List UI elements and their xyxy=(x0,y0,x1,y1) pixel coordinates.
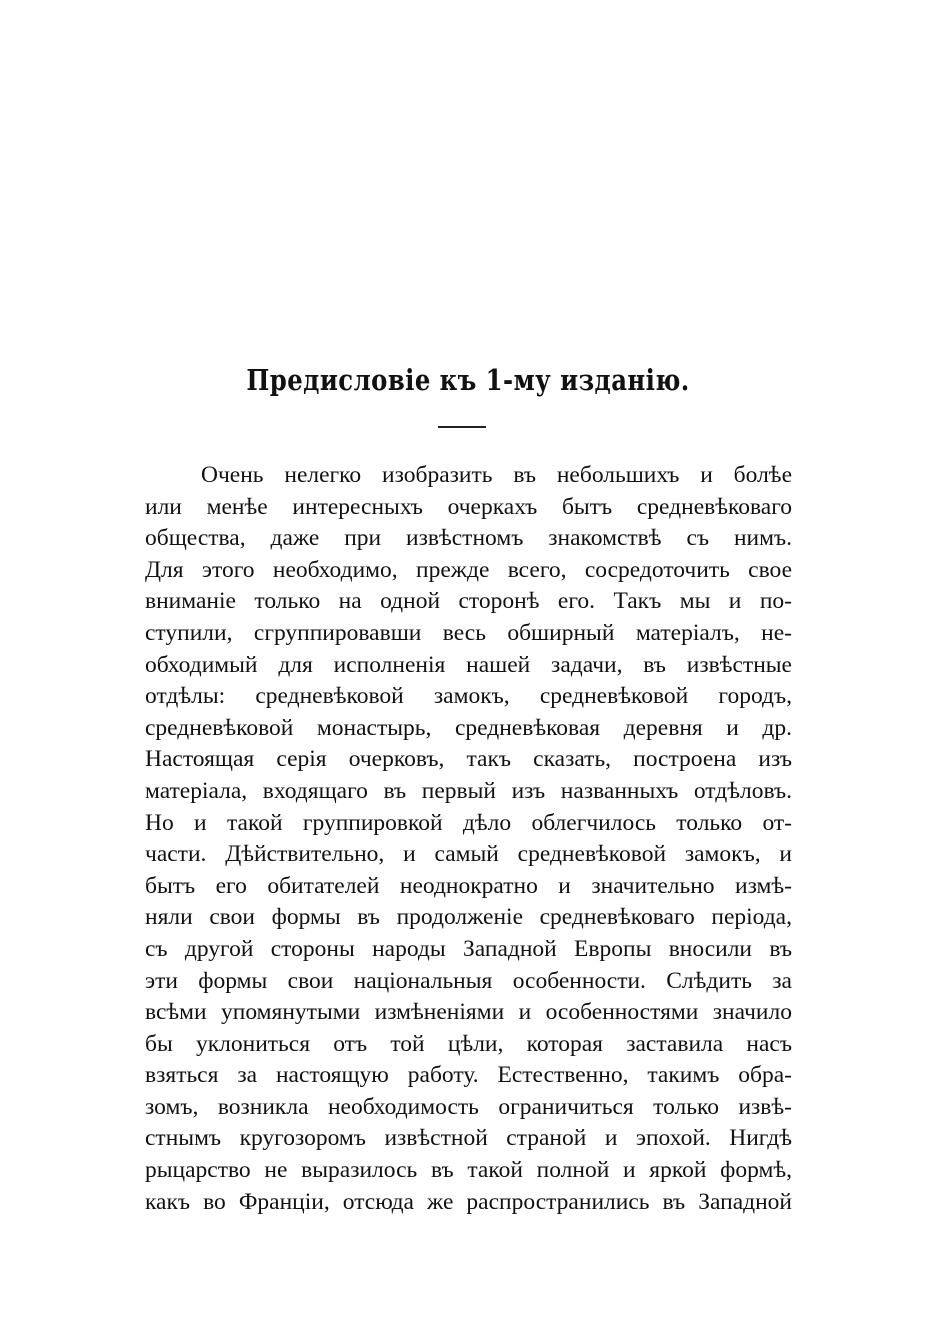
text-line: рыцарство не выразилось въ такой полной и яркой формѣ, xyxy=(145,1157,792,1184)
text-line: обходимый для исполненія нашей задачи, въ извѣстные xyxy=(145,651,792,678)
text-line: общества, даже при извѣстномъ знакомствѣ съ нимъ. xyxy=(145,525,792,552)
preface-paragraph xyxy=(145,460,792,1218)
text-line: зомъ, возникла необходимость ограничиться только извѣ- xyxy=(145,1093,792,1120)
text-line: средневѣковой монастырь, средневѣковая деревня и др. xyxy=(145,714,792,741)
text-line: Для этого необходимо, прежде всего, сосредоточить свое xyxy=(145,556,792,583)
title-divider xyxy=(438,426,486,428)
text-line: всѣми упомянутыми измѣненіями и особенностями значило xyxy=(145,999,792,1026)
text-line: Настоящая серія очерковъ, такъ сказать, построена изъ xyxy=(145,746,792,773)
text-line: съ другой стороны народы Западной Европы вносили въ xyxy=(145,935,792,962)
text-line: няли свои формы въ продолженіе средневѣковаго періода, xyxy=(145,904,792,931)
text-line: матеріала, входящаго въ первый изъ названныхъ отдѣловъ. xyxy=(145,777,792,804)
text-line: бытъ его обитателей неоднократно и значительно измѣ- xyxy=(145,872,792,899)
text-line: стнымъ кругозоромъ извѣстной страной и эпохой. Нигдѣ xyxy=(145,1125,792,1152)
text-line: отдѣлы: средневѣковой замокъ, средневѣковой городъ, xyxy=(145,683,792,710)
text-line: Но и такой группировкой дѣло облегчилось только от- xyxy=(145,809,792,836)
text-line: взяться за настоящую работу. Естественно, такимъ обра- xyxy=(145,1062,792,1089)
text-line: Очень нелегко изобразить въ небольшихъ и болѣе xyxy=(201,462,792,488)
text-line: или менѣе интересныхъ очеркахъ бытъ средневѣковаго xyxy=(145,493,792,520)
text-line: вниманіе только на одной сторонѣ его. Такъ мы и по- xyxy=(145,588,792,615)
text-line: части. Дѣйствительно, и самый средневѣковой замокъ, и xyxy=(145,841,792,868)
page-title: Предисловіе къ 1-му изданію. xyxy=(246,363,690,397)
text-line: эти формы свои національныя особенности. Слѣдить за xyxy=(145,967,792,994)
text-line: ступили, сгруппировавши весь обширный матеріалъ, не- xyxy=(145,619,792,646)
text-line: бы уклониться отъ той цѣли, которая заставила насъ xyxy=(145,1030,792,1057)
text-line: какъ во Франціи, отсюда же распространились въ Западной xyxy=(145,1188,792,1215)
